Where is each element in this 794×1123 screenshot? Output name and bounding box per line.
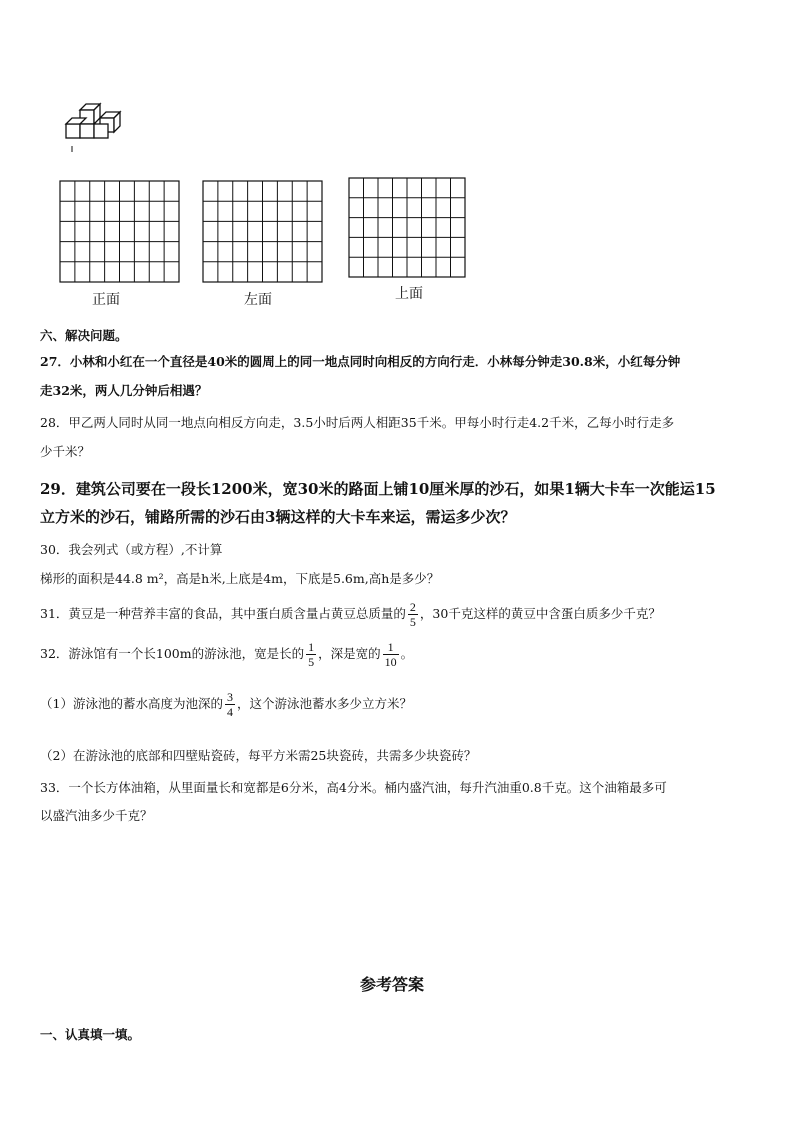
q30-line1: 30．我会列式（或方程）,不计算 <box>40 542 223 557</box>
top-view-label: 上面 <box>395 286 423 302</box>
q32-sub1: （1）游泳池的蓄水高度为池深的 $\frac{3}{4}$ ，这个游泳池蓄水多少立方米？ <box>40 690 412 719</box>
q28-line1: 28．甲乙两人同时从同一地点向相反方向走，3.5小时后两人相距35千米。甲每小时行走4.2千米，乙每小时行走多 <box>40 415 675 430</box>
answers-title: 参考答案 <box>360 975 425 994</box>
q31-post: ，30千克这样的黄豆中含蛋白质多少千克？ <box>419 606 661 621</box>
q32: 32．游泳馆有一个长100m的游泳池，宽是长的 $\frac{1}{5}$ ，深是宽的 $\frac{1}{10}$ 。 <box>40 640 414 669</box>
top-view-grid <box>348 177 468 279</box>
q29-line2: 立方米的沙石，铺路所需的沙石由3辆这样的大卡车来运，需运多少次？ <box>40 508 516 526</box>
section-6-heading: 六、解决问题。 <box>40 328 128 343</box>
left-view-grid <box>202 180 324 284</box>
q31-fraction: $\frac{2}{5}$ <box>409 600 416 629</box>
q32-sub2: （2）在游泳池的底部和四壁贴瓷砖，每平方米需25块瓷砖，共需多少块瓷砖？ <box>40 748 477 763</box>
q31 <box>40 600 661 629</box>
q29-line1: 29．建筑公司要在一段长1200米，宽30米的路面上铺10厘米厚的沙石，如果1辆大卡车一次能运15 <box>40 480 716 498</box>
front-view-grid <box>59 180 181 284</box>
cube-figure <box>56 100 126 156</box>
q32-fraction-2: $\frac{1}{10}$ <box>384 640 397 669</box>
q31-pre: 31．黄豆是一种营养丰富的食品，其中蛋白质含量占黄豆总质量的 <box>40 606 406 621</box>
q30-line2: 梯形的面积是44.8 m²，高是h米,上底是4m，下底是5.6m,高h是多少？ <box>40 571 440 586</box>
q32-sub1-fraction: $\frac{3}{4}$ <box>226 690 233 719</box>
left-view-label: 左面 <box>244 292 272 308</box>
q32-fraction-1: $\frac{1}{5}$ <box>308 640 315 669</box>
q28-line2: 少千米？ <box>40 444 91 459</box>
q33-line1: 33．一个长方体油箱，从里面量长和宽都是6分米，高4分米。桶内盛汽油，每升汽油重0.8千克。这个油箱最多可 <box>40 780 667 795</box>
q33-line2: 以盛汽油多少千克？ <box>40 808 153 823</box>
section-1-heading: 一、认真填一填。 <box>40 1027 141 1042</box>
q27-line1: 27．小林和小红在一个直径是40米的圆周上的同一地点同时向相反的方向行走．小林每分钟走30.8米，小红每分钟 <box>40 354 681 369</box>
front-view-label: 正面 <box>92 292 120 308</box>
q27-line2: 走32米，两人几分钟后相遇？ <box>40 383 208 398</box>
